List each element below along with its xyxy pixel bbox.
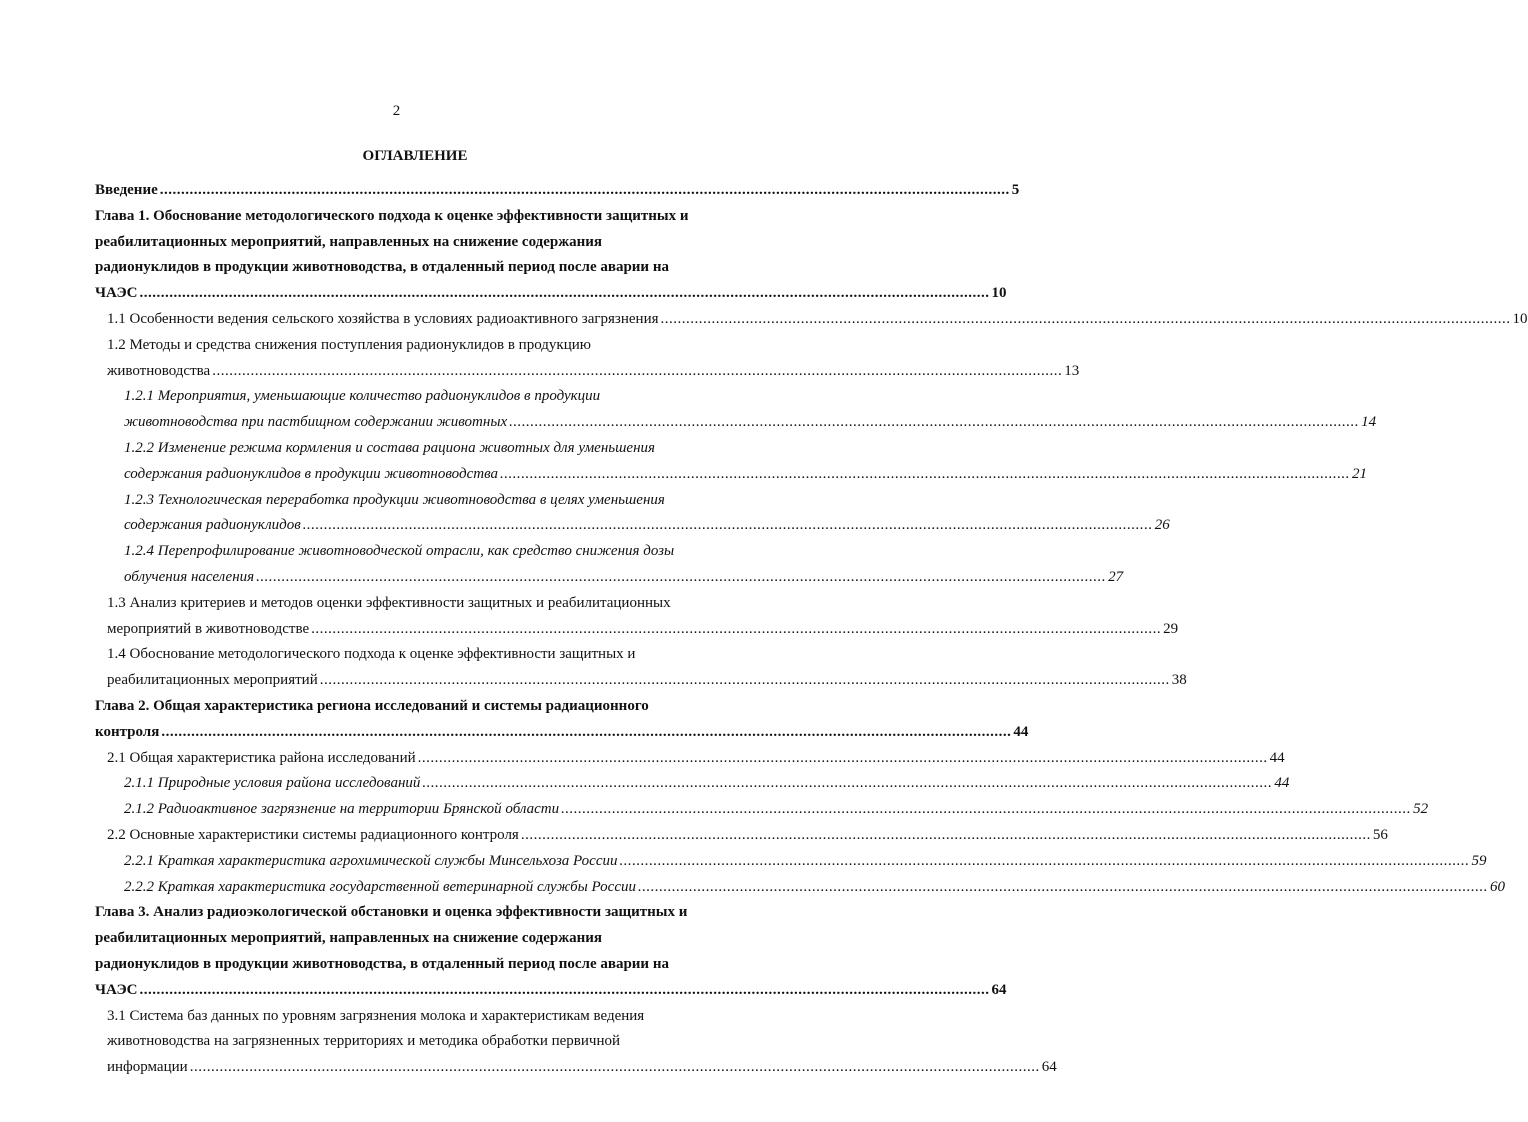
toc-entry-last-line	[124, 875, 1505, 901]
toc-page-number: 44	[1269, 749, 1285, 766]
toc-entry	[0, 797, 1429, 823]
toc-page-number: 38	[1171, 672, 1187, 689]
toc-page-number: 21	[1351, 465, 1367, 482]
dot-leader: ........................................................................................................................................................................................................	[256, 568, 1107, 585]
dot-leader: ........................................................................................................................................................................................................	[499, 465, 1350, 482]
toc-entry-last-line	[107, 823, 1388, 849]
dot-leader: ........................................................................................................................................................................................................	[561, 801, 1412, 818]
toc-entry	[0, 488, 1170, 540]
toc-entry-text: Глава 3. Анализ радиоэкологической обстановки и оценка эффективности защитных и	[95, 904, 688, 921]
toc-entry-text: Введение	[95, 182, 158, 198]
toc-entry-text: облучения населения	[124, 568, 255, 585]
toc-entry	[0, 307, 1528, 333]
dot-leader: ........................................................................................................................................................................................................	[189, 1059, 1040, 1076]
toc-entry-text: 1.3 Анализ критериев и методов оценки эффективности защитных и реабилитационных	[107, 594, 671, 611]
toc-entry-text: реабилитационных мероприятий, направленных на снижение содержания	[95, 233, 603, 250]
toc-page-number: 44	[1274, 775, 1290, 792]
toc-entry-text: 2.2.2 Краткая характеристика государственной ветеринарной службы России	[124, 878, 636, 895]
toc-entry-last-line	[124, 771, 1290, 797]
toc-title: ОГЛАВЛЕНИЕ	[362, 148, 468, 164]
toc-entry-last-line	[107, 359, 1080, 385]
toc-page-number: 44	[1013, 723, 1029, 740]
toc-entry-text: 1.2.4 Перепрофилирование животноводческой отрасли, как средство снижения дозы	[124, 543, 675, 560]
toc-entry-text: ЧАЭС	[95, 981, 138, 998]
toc-entry-last-line	[95, 281, 1007, 307]
toc-page-number: 64	[1041, 1059, 1057, 1076]
dot-leader: ........................................................................................................................................................................................................	[319, 672, 1170, 689]
toc-entry-text: 1.4 Обоснование методологического подхода к оценке эффективности защитных и	[107, 646, 636, 663]
toc-entry-text: 1.2.3 Технологическая переработка продукции животноводства в целях уменьшения	[124, 491, 665, 508]
toc-entry-last-line	[107, 746, 1285, 772]
toc-page-number: 29	[1163, 620, 1179, 637]
dot-leader: ........................................................................................................................................................................................................	[212, 362, 1063, 379]
toc-entry	[0, 333, 1080, 385]
toc-entry-text: мероприятий в животноводстве	[107, 620, 310, 637]
toc-entry	[0, 900, 1007, 1003]
dot-leader: ........................................................................................................................................................................................................	[302, 517, 1153, 534]
toc-entry-text: животноводства	[107, 362, 211, 379]
toc-entry-text: Глава 1. Обоснование методологического подхода к оценке эффективности защитных и	[95, 207, 689, 224]
dot-leader: ........................................................................................................................................................................................................	[509, 414, 1360, 431]
toc-page-number: 13	[1064, 362, 1080, 379]
toc-entry	[0, 436, 1367, 488]
table-of-contents	[0, 178, 1528, 1081]
toc-entry-last-line	[124, 849, 1487, 875]
toc-entry-last-line	[124, 797, 1429, 823]
toc-entry-text: ЧАЭС	[95, 285, 138, 302]
toc-entry	[0, 384, 1377, 436]
toc-entry-last-line	[95, 178, 1020, 204]
dot-leader: ........................................................................................................................................................................................................	[417, 749, 1268, 766]
toc-page-number: 60	[1490, 878, 1505, 895]
toc-entry-text: 2.1.1 Природные условия района исследований	[124, 775, 421, 792]
toc-entry	[0, 591, 1179, 643]
toc-entry-last-line	[107, 668, 1187, 694]
toc-entry-text: содержания радионуклидов в продукции животноводства	[124, 465, 498, 482]
toc-entry	[0, 875, 1505, 901]
toc-entry-text: 2.2 Основные характеристики системы радиационного контроля	[107, 826, 519, 843]
toc-entry	[0, 823, 1388, 849]
toc-entry-last-line	[124, 565, 1124, 591]
toc-page-number: 64	[991, 981, 1007, 998]
toc-entry-text: животноводства на загрязненных территориях и методика обработки первичной	[107, 1033, 620, 1050]
toc-entry-last-line	[107, 1055, 1057, 1081]
toc-page-number: 10	[991, 285, 1007, 302]
toc-page-number: 5	[1011, 182, 1020, 198]
toc-entry	[0, 771, 1290, 797]
toc-entry-text: 1.2.2 Изменение режима кормления и состава рациона животных для уменьшения	[124, 439, 655, 456]
toc-entry	[0, 642, 1187, 694]
dot-leader: ........................................................................................................................................................................................................	[159, 182, 1010, 198]
toc-entry-last-line	[124, 513, 1170, 539]
toc-entry-text: содержания радионуклидов	[124, 517, 301, 534]
toc-entry-last-line	[124, 410, 1377, 436]
toc-entry	[0, 204, 1007, 307]
toc-entry-last-line	[107, 307, 1528, 333]
toc-entry	[0, 1004, 1057, 1081]
toc-entry	[0, 178, 1020, 204]
dot-leader: ........................................................................................................................................................................................................	[520, 826, 1371, 843]
toc-entry-last-line	[95, 978, 1007, 1004]
toc-entry-text: реабилитационных мероприятий, направленных на снижение содержания	[95, 930, 603, 947]
toc-page-number: 27	[1108, 568, 1124, 585]
toc-entry-text: радионуклидов в продукции животноводства, в отдаленный период после аварии на	[95, 259, 669, 276]
dot-leader: ........................................................................................................................................................................................................	[139, 981, 990, 998]
toc-entry-last-line	[124, 462, 1367, 488]
toc-entry-text: Глава 2. Общая характеристика региона исследований и системы радиационного	[95, 697, 649, 714]
page-number: 2	[392, 103, 401, 119]
dot-leader: ........................................................................................................................................................................................................	[619, 852, 1470, 869]
toc-entry-last-line	[107, 617, 1179, 643]
toc-entry	[0, 746, 1285, 772]
dot-leader: ........................................................................................................................................................................................................	[638, 878, 1488, 895]
toc-entry	[0, 849, 1487, 875]
toc-entry-text: реабилитационных мероприятий	[107, 672, 318, 689]
toc-page-number: 10	[1512, 310, 1528, 327]
toc-entry-text: 1.2 Методы и средства снижения поступления радионуклидов в продукцию	[107, 336, 591, 353]
toc-entry-text: 1.2.1 Мероприятия, уменьшающие количество радионуклидов в продукции	[124, 388, 601, 405]
dot-leader: ........................................................................................................................................................................................................	[161, 723, 1012, 740]
dot-leader: ........................................................................................................................................................................................................	[311, 620, 1162, 637]
toc-entry-text: радионуклидов в продукции животноводства, в отдаленный период после аварии на	[95, 955, 669, 972]
dot-leader: ........................................................................................................................................................................................................	[660, 310, 1511, 327]
dot-leader: ........................................................................................................................................................................................................	[139, 285, 990, 302]
toc-page-number: 26	[1154, 517, 1170, 534]
toc-page-number: 14	[1361, 414, 1377, 431]
toc-page-number: 56	[1372, 826, 1388, 843]
toc-entry	[0, 694, 1029, 746]
toc-page-number: 59	[1471, 852, 1487, 869]
toc-entry-text: 2.2.1 Краткая характеристика агрохимической службы Минсельхоза России	[124, 852, 618, 869]
toc-entry-text: контроля	[95, 723, 160, 740]
toc-entry-text: животноводства при пастбищном содержании животных	[124, 414, 508, 431]
dot-leader: ........................................................................................................................................................................................................	[422, 775, 1273, 792]
toc-entry	[0, 539, 1124, 591]
toc-entry-text: 3.1 Система баз данных по уровням загрязнения молока и характеристикам ведения	[107, 1007, 645, 1024]
toc-entry-text: 2.1 Общая характеристика района исследований	[107, 749, 416, 766]
toc-entry-text: информации	[107, 1059, 188, 1076]
toc-page-number: 52	[1413, 801, 1429, 818]
toc-entry-last-line	[95, 720, 1029, 746]
toc-entry-text: 1.1 Особенности ведения сельского хозяйства в условиях радиоактивного загрязнения	[107, 310, 659, 327]
toc-entry-text: 2.1.2 Радиоактивное загрязнение на территории Брянской области	[124, 801, 560, 818]
